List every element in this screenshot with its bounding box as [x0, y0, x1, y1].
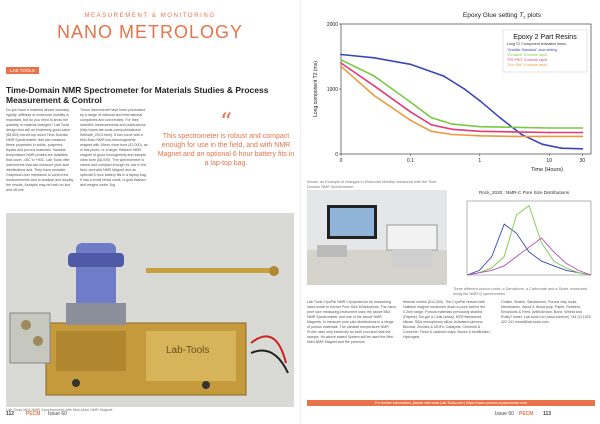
- pore-size-caption: Three different porous rocks: a Sandstone, a Carbonate and a Shale, measured using the NMR Q spectrometer: [453, 287, 588, 296]
- data-point: [410, 119, 412, 121]
- data-point: [548, 132, 550, 134]
- info-bar[interactable]: For further information, please visit www.Lab-Tools.com | https://nano-porous-cryoprotector.com: [307, 400, 595, 406]
- y-tick-label: 1000: [326, 87, 338, 93]
- pull-quote-text: This spectrometer is robust and compact enough for use in the field, and with NMR Magnet and an optional 6 hour battery fits in a lap-top bag.: [157, 133, 295, 167]
- right-page: [300, 0, 600, 424]
- data-point: [500, 117, 502, 119]
- right-issue: Issue 60: [495, 411, 514, 417]
- legend-subtitle: Long T2 Component relaxation times.: [507, 42, 567, 46]
- photo-caption: Lab Tools Mk3 NMR Spectrometer with Mini-Maxi NMR Magnet: [6, 408, 113, 412]
- left-mag-name: PECM: [26, 411, 41, 417]
- data-point: [410, 63, 412, 65]
- data-point: [548, 127, 550, 129]
- legend-title: Epoxy 2 Part Resins: [513, 34, 577, 41]
- body-column-2: These instruments have been purchased by a range of national and international companies and universities. For their scientific measurements and publications (http://www.lab-tools.com/publications/ Website_2013.html). It can come with a Mini-Maxi NMR low-inhomogeneity magnet with 16mm clear bore (£2,000), as in this photo, or a larger Halbach NMR magnet of good homogeneity and sample clear bore (£8,000). The spectrometer is robust and compact enough for use in the field, and with NMR Magnet and an optional 6 hour battery fits in a laptop bag. It has a small rental costs, is gold flashed, and weighs under 1kg: [80, 108, 148, 187]
- pull-quote: [156, 108, 296, 168]
- data-point: [410, 101, 412, 103]
- left-page-number: 112: [6, 411, 15, 417]
- data-point: [479, 100, 481, 102]
- right-column-2: thermal control (£12,000). The CryoPal version with Halbach magnet measures down to pore radii in the 0.2nm range. Porous materials previously studied (Papers): Sol-gel & Cells (silica), MOF/framework silicas, SBA-mesoporous silica, Activated carbons, Biochar, Zeolites & MOFs, Catalysts, Cements & Concrete, Fresh & calcined clays, Bones & biofiltration, Hydrogels: [403, 300, 491, 339]
- data-point: [479, 135, 481, 137]
- data-point: [340, 65, 342, 67]
- chart-title-prefix: Epoxy Glue setting: [462, 12, 520, 19]
- left-issue: Issue 60: [48, 411, 67, 417]
- data-point: [430, 124, 432, 126]
- x-tick-label: 10: [546, 158, 552, 164]
- body-column-1: Do you have a material whose viscosity, rigidity, stiffness or molecular mobility is important, but do you need to know the quantity of material changes? Lab Tools design and sell an extremely good value (€8,800) bench-top sized Time-Domain NMR Spectrometer that can measure these properties in solids, polymers, liquids and porous materials. Variable temperature NMR probes are available that cover -40C to +90C. Lab Tools offer instruments that can measure pore-size distributions and. They have versatile Graphical User Interfaces to control the measurements and to analyse and display the results. Analysis may be both on-line and off-line: [6, 108, 74, 192]
- x-tick-label: 0.1: [406, 158, 414, 164]
- data-point: [340, 54, 342, 56]
- data-point: [542, 143, 544, 145]
- right-mag-name: PECM: [519, 411, 534, 417]
- data-point: [464, 88, 466, 90]
- data-point: [340, 62, 342, 64]
- x-tick-label: 0: [339, 158, 343, 164]
- pore-size-chart: [453, 190, 595, 285]
- section-tag: LAB TOOLS: [6, 67, 39, 74]
- data-point: [410, 111, 412, 113]
- data-point: [430, 117, 432, 119]
- data-point: [581, 148, 583, 150]
- masthead: NANO METROLOGY: [56, 22, 244, 42]
- t2-chart: [307, 6, 597, 181]
- data-point: [451, 123, 453, 125]
- t2-chart-svg: [307, 6, 597, 181]
- y-tick-label: 0: [335, 152, 338, 158]
- data-point: [581, 127, 583, 129]
- board-label: Lab-Tools: [166, 345, 210, 356]
- legend-entry: "Evostick" 5 minute rapid: [507, 53, 547, 57]
- section-kicker: MEASUREMENT & MONITORING: [84, 13, 216, 19]
- right-page-number: 113: [543, 411, 552, 417]
- data-point: [512, 126, 514, 128]
- data-point: [373, 75, 375, 77]
- data-point: [373, 57, 375, 59]
- x-tick-label: 1: [478, 158, 482, 164]
- lab-setup-photo: [307, 190, 447, 285]
- pore-size-title: Rock_2020 : NMR-C Pore Size Distributions: [478, 190, 570, 195]
- spectrometer-photo: [6, 213, 294, 407]
- chart-title: [463, 12, 542, 20]
- right-column-3: Chalks, Shales, Sandstones, Porous clay rocks, Membranes, Wood & Wood pulp, Paper, Rubbers, Emulsions & Feed, Artificial skin, Bone, Wheat and Rusty? water. Lab-tools Ltd (nano-science) +44 (0) 1625 422 241 email@lab-tools.com: [501, 300, 591, 324]
- y-tick-label: 2000: [326, 22, 338, 28]
- data-point: [430, 130, 432, 132]
- pore-size-svg: [453, 197, 595, 285]
- legend-entry: "RS PRO" 5 minute rapid: [507, 58, 548, 62]
- right-footer: [495, 402, 595, 422]
- legend-entry: "Evo-Stik" 5 minute rapid: [507, 63, 547, 67]
- data-point: [512, 131, 514, 133]
- x-axis-label: Time (Hours): [531, 167, 563, 173]
- chart-title-subscript: 2: [523, 14, 526, 20]
- data-point: [479, 130, 481, 132]
- data-point: [443, 75, 445, 77]
- legend-entry: "Araldite Standard" slow setting: [507, 48, 558, 52]
- data-point: [340, 59, 342, 61]
- data-point: [561, 147, 563, 149]
- right-column-1: Lab Tools CryoPal NMR Cryoprotector for measuring nano-molar to micron Pore-Size Distributions. The nano-pore size measuring instrument uses the above Mk3 NMR Spectrometer and one of the above NMR Magnets, to measure pore size distributions in a range of porous materials. The variable temperature NMR Probe uses only electricity for both cool and heat the sample. It's above stated System will be used the Mini-Maxi NMR Magnet and the premium: [307, 300, 397, 344]
- data-point: [581, 136, 583, 138]
- chart-caption: Above: an Example of changes in Molecular Mobility measured with the Time-Domain NMR Spectrometer: [307, 180, 438, 189]
- data-point: [451, 134, 453, 136]
- y-axis-label: Long component T2 (ms): [313, 61, 319, 117]
- article-title: Time-Domain NMR Spectrometer for Materials Studies & Process Measurement & Control: [6, 85, 269, 105]
- data-point: [581, 132, 583, 134]
- x-tick-label: 30: [579, 158, 586, 164]
- left-footer: [6, 402, 296, 422]
- data-point: [521, 134, 523, 136]
- data-point: [373, 95, 375, 97]
- quote-mark-icon: “: [219, 108, 233, 136]
- data-point: [451, 128, 453, 130]
- data-point: [373, 85, 375, 87]
- data-point: [548, 136, 550, 138]
- data-point: [479, 126, 481, 128]
- chart-title-symbol: T: [519, 12, 524, 19]
- chart-title-suffix: plots: [525, 12, 542, 19]
- data-point: [512, 136, 514, 138]
